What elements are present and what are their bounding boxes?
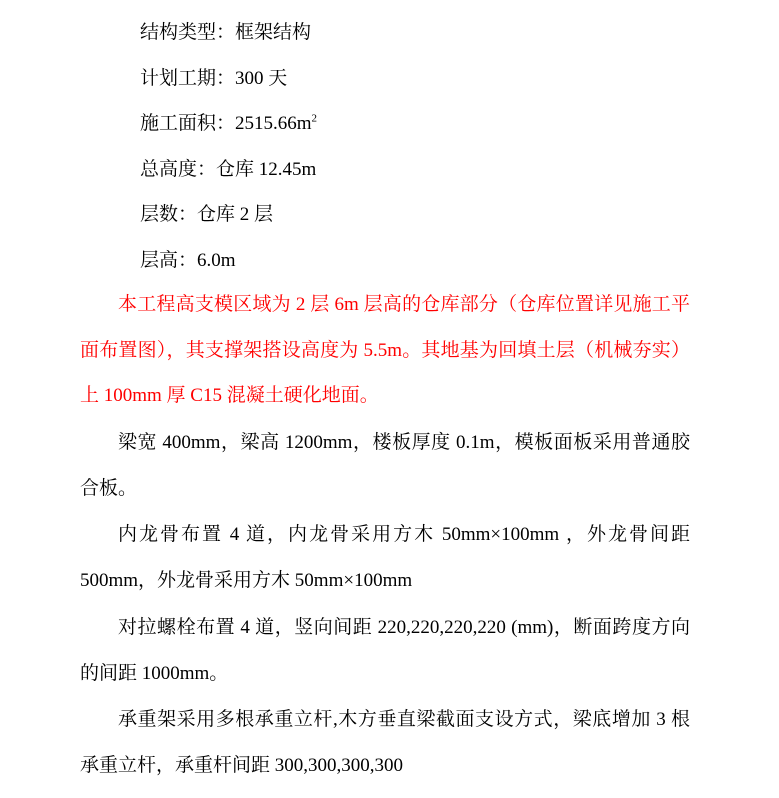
info-value: 仓库 2 层 bbox=[197, 204, 274, 225]
info-value: 6.0m bbox=[197, 250, 236, 271]
info-floor-count bbox=[140, 203, 273, 227]
info-label: 总高度： bbox=[140, 159, 217, 180]
info-structure-type bbox=[140, 21, 311, 45]
info-label: 施工面积： bbox=[140, 113, 236, 134]
info-planned-duration bbox=[140, 67, 287, 91]
info-superscript: 2 bbox=[311, 112, 318, 125]
info-value: 框架结构 bbox=[235, 22, 312, 43]
paragraph-beam-dimensions: 梁宽 400mm，梁高 1200mm，楼板厚度 0.1m，模板面板采用普通胶合板。 bbox=[80, 432, 690, 499]
info-label: 层数： bbox=[140, 204, 198, 225]
info-construction-area bbox=[140, 112, 317, 136]
info-floor-height bbox=[140, 249, 236, 273]
paragraph-tie-bolts: 对拉螺栓布置 4 道，竖向间距 220,220,220,220 (mm)，断面跨度方向的间距 1000mm。 bbox=[80, 617, 690, 684]
info-label: 计划工期： bbox=[140, 68, 236, 89]
paragraph-high-formwork-area: 本工程高支模区域为 2 层 6m 层高的仓库部分（仓库位置详见施工平面布置图），其支撑架搭设高度为 5.5m。其地基为回填土层（机械夯实）上 100mm 厚 C15 混凝土硬化地面。 bbox=[80, 294, 690, 406]
info-value: 2515.66m bbox=[235, 113, 312, 134]
info-value: 仓库 12.45m bbox=[216, 159, 317, 180]
info-total-height bbox=[140, 158, 316, 182]
paragraph-support-frame: 承重架采用多根承重立杆,木方垂直梁截面支设方式，梁底增加 3 根承重立杆，承重杆间距 300,300,300,300 bbox=[80, 709, 690, 776]
paragraph-keel-layout: 内龙骨布置 4 道，内龙骨采用方木 50mm×100mm ，外龙骨间距 500mm，外龙骨采用方木 50mm×100mm bbox=[80, 524, 690, 591]
info-label: 层高： bbox=[140, 250, 198, 271]
info-value: 300 天 bbox=[235, 68, 288, 89]
info-label: 结构类型： bbox=[140, 22, 236, 43]
